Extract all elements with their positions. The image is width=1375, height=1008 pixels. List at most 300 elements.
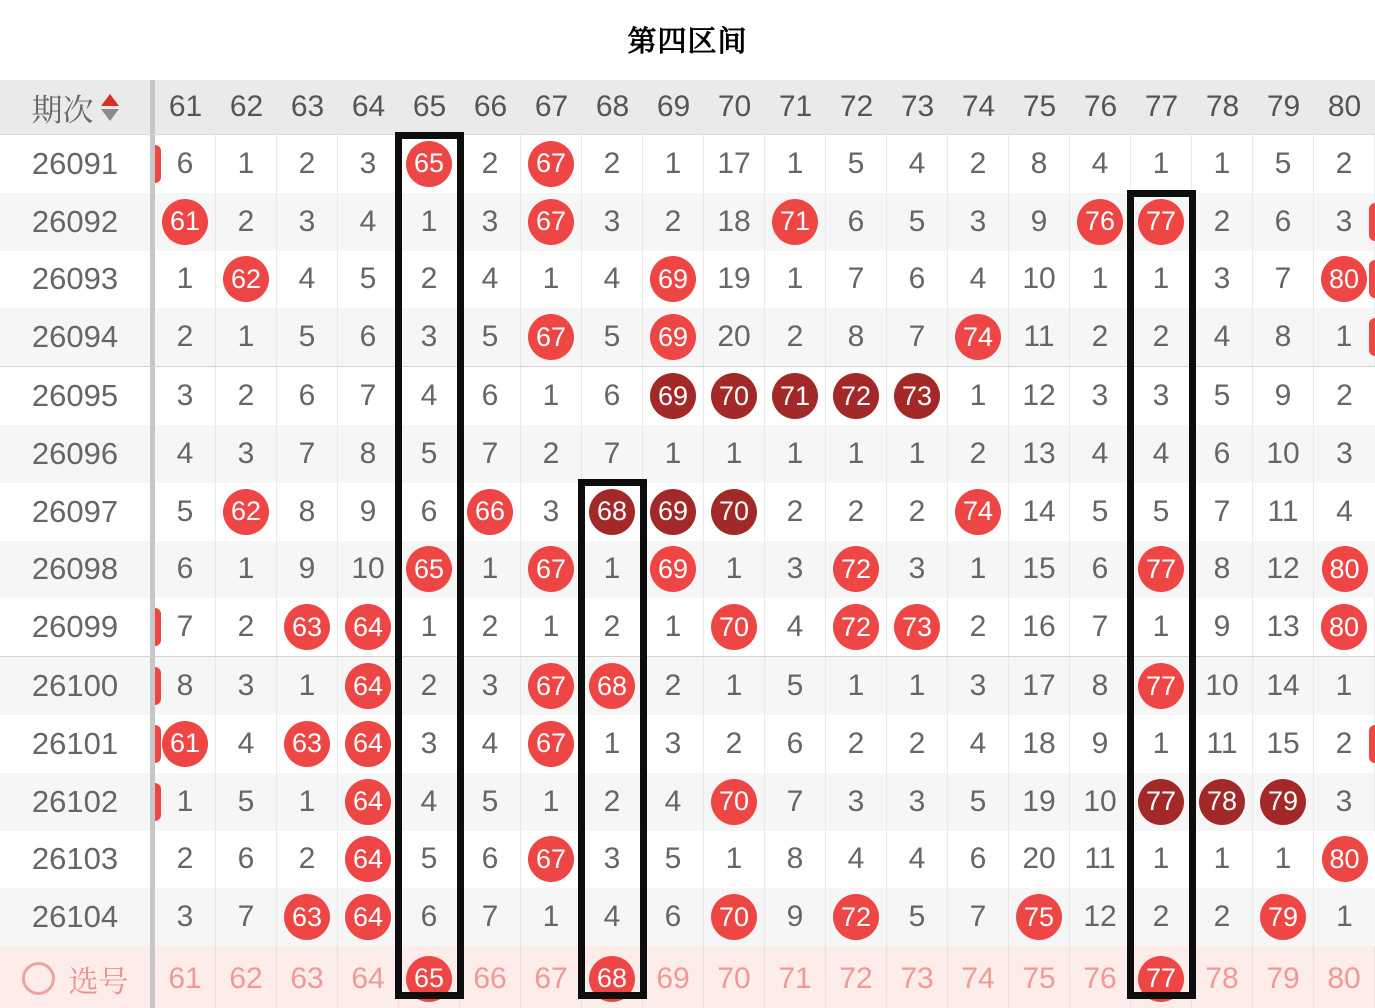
miss-count-cell: 3 [155,888,216,946]
drawn-ball-consecutive: 70 [711,373,757,419]
miss-count-cell: 6 [1070,541,1131,599]
miss-count-cell: 2 [826,715,887,773]
miss-count-cell: 1 [1131,715,1192,773]
drawn-number-ball [643,541,704,599]
clipped-ball-left [155,145,161,183]
drawn-ball-consecutive: 69 [650,489,696,535]
miss-count-cell: 4 [948,715,1009,773]
miss-count-cell: 6 [765,715,826,773]
period-row [0,251,1375,309]
drawn-ball: 80 [1321,256,1367,302]
drawn-ball: 61 [162,199,208,245]
pick-number-cell[interactable]: 74 [948,946,1009,1008]
drawn-ball-consecutive: 72 [833,373,879,419]
miss-count-cell: 1 [582,541,643,599]
miss-count-cell: 5 [1192,367,1253,425]
drawn-ball-consecutive: 78 [1199,779,1245,825]
miss-count-cell: 1 [704,831,765,889]
miss-count-cell: 1 [155,773,216,831]
miss-count-cell: 9 [1009,193,1070,251]
drawn-number-ball [521,135,582,193]
drawn-number-ball [704,888,765,946]
drawn-number-ball [765,367,826,425]
drawn-ball: 72 [833,546,879,592]
drawn-ball-consecutive: 77 [1138,779,1184,825]
miss-count-cell: 11 [1009,308,1070,366]
drawn-number-ball [1131,773,1192,831]
sort-asc-icon [101,94,119,106]
pick-number-ball[interactable] [582,946,643,1008]
miss-count-cell: 1 [582,715,643,773]
drawn-ball: 80 [1322,546,1368,592]
miss-count-cell: 2 [1070,308,1131,366]
drawn-number-ball [521,657,582,715]
miss-count-cell: 6 [948,831,1009,889]
column-header-80: 80 [1327,90,1362,123]
miss-count-cell: 5 [338,251,399,309]
miss-count-cell: 6 [155,541,216,599]
miss-count-cell: 6 [155,135,216,193]
miss-count-cell: 6 [277,367,338,425]
pick-number-cell[interactable]: 76 [1070,946,1131,1008]
miss-count-cell: 4 [582,888,643,946]
miss-count-cell: 2 [460,598,521,656]
pick-number-ball[interactable] [399,946,460,1008]
drawn-number-ball [521,831,582,889]
drawn-ball: 67 [528,199,574,245]
period-label: 26098 [0,541,155,599]
drawn-number-ball [277,715,338,773]
miss-count-cell: 1 [887,425,948,483]
miss-count-cell: 4 [887,135,948,193]
column-header-71: 71 [778,90,813,123]
drawn-ball[interactable]: 68 [589,956,635,1002]
pick-number-cell[interactable]: 72 [826,946,887,1008]
section-title: 第四区间 [627,25,748,58]
miss-count-cell: 1 [1336,900,1353,934]
miss-count-cell: 5 [643,831,704,889]
drawn-ball: 77 [1138,199,1184,245]
miss-count-cell: 4 [460,251,521,309]
miss-count-cell: 2 [582,135,643,193]
drawn-ball: 64 [345,894,391,940]
miss-count-cell: 1 [399,598,460,656]
drawn-number-ball [338,888,399,946]
drawn-ball: 64 [345,604,391,650]
clipped-ball-left [155,783,161,821]
miss-count-cell: 2 [887,715,948,773]
miss-count-cell: 3 [582,193,643,251]
miss-count-cell: 2 [765,308,826,366]
miss-count-cell: 1 [277,657,338,715]
drawn-ball: 69 [650,314,696,360]
miss-count-cell: 4 [338,193,399,251]
miss-count-cell: 8 [338,425,399,483]
drawn-number-ball [338,773,399,831]
miss-count-cell: 8 [1253,308,1314,366]
miss-count-cell: 5 [399,831,460,889]
miss-count-cell: 5 [277,308,338,366]
miss-count-cell: 2 [704,715,765,773]
miss-count-cell: 16 [1009,598,1070,656]
header-row [0,80,1375,135]
miss-count-cell: 3 [460,193,521,251]
miss-count-cell: 2 [948,425,1009,483]
period-label: 26102 [0,773,155,831]
miss-count-cell: 2 [216,193,277,251]
drawn-ball: 69 [650,256,696,302]
miss-count-cell: 15 [1009,541,1070,599]
miss-count-cell: 2 [1336,379,1353,413]
pick-row-label-text: 选号 [68,965,129,999]
column-header-74: 74 [961,90,996,123]
miss-count-cell: 7 [155,598,216,656]
column-header-63: 63 [290,90,325,123]
miss-count-cell: 5 [948,773,1009,831]
drawn-ball: 66 [467,489,513,535]
miss-count-cell: 1 [155,251,216,309]
pick-number-cell[interactable]: 80 [1314,946,1375,1008]
miss-count-cell: 7 [948,888,1009,946]
miss-count-cell: 1 [277,773,338,831]
miss-count-cell: 6 [460,831,521,889]
miss-count-cell: 7 [765,773,826,831]
drawn-number-ball [521,193,582,251]
miss-count-cell: 2 [277,831,338,889]
miss-count-cell: 6 [216,831,277,889]
miss-count-cell: 2 [826,483,887,541]
drawn-ball: 68 [589,663,635,709]
miss-count-cell: 3 [1192,251,1253,309]
miss-count-cell: 1 [1192,135,1253,193]
drawn-ball[interactable]: 77 [1138,956,1184,1002]
miss-count-cell: 3 [399,308,460,366]
drawn-ball: 74 [955,489,1001,535]
miss-count-cell: 2 [1192,888,1253,946]
miss-count-cell: 1 [704,425,765,483]
miss-count-cell: 5 [460,308,521,366]
period-label: 26095 [0,367,155,425]
column-header-79: 79 [1266,90,1301,123]
miss-count-cell: 8 [1192,541,1253,599]
drawn-number-ball [216,483,277,541]
sort-icon[interactable] [101,94,119,121]
drawn-number-ball [521,715,582,773]
miss-count-cell: 1 [216,135,277,193]
miss-count-cell: 4 [399,367,460,425]
select-circle-icon[interactable] [22,962,55,995]
period-column-header[interactable] [0,80,155,134]
miss-count-cell: 7 [1192,483,1253,541]
drawn-number-ball [643,251,704,309]
drawn-number-ball [1314,831,1375,889]
miss-count-cell: 3 [1314,193,1375,251]
drawn-ball: 67 [528,546,574,592]
drawn-ball: 72 [833,604,879,650]
pick-number-cell[interactable]: 61 [155,946,216,1008]
miss-count-cell: 1 [399,193,460,251]
miss-count-cell: 20 [1009,831,1070,889]
column-header-76: 76 [1083,90,1118,123]
miss-count-cell: 1 [460,541,521,599]
miss-count-cell: 1 [216,541,277,599]
drawn-ball: 64 [345,836,391,882]
miss-count-cell: 14 [1253,657,1314,715]
period-row [0,367,1375,425]
miss-count-cell: 17 [1009,657,1070,715]
drawn-number-ball [277,888,338,946]
miss-count-cell: 2 [582,598,643,656]
miss-count-cell: 7 [460,888,521,946]
drawn-ball: 70 [711,894,757,940]
miss-count-cell: 6 [460,367,521,425]
miss-count-cell: 1 [1131,251,1192,309]
period-label: 26096 [0,425,155,483]
drawn-ball-consecutive: 70 [711,489,757,535]
miss-count-cell: 3 [216,425,277,483]
miss-count-cell: 2 [277,135,338,193]
miss-count-cell: 11 [1253,483,1314,541]
miss-count-cell: 10 [1009,251,1070,309]
pick-number-cell[interactable]: 75 [1009,946,1070,1008]
drawn-number-ball [704,483,765,541]
drawn-number-ball [765,193,826,251]
miss-count-cell: 5 [216,773,277,831]
miss-count-cell: 9 [338,483,399,541]
miss-count-cell: 4 [582,251,643,309]
miss-count-cell: 1 [1131,831,1192,889]
pick-number-ball[interactable] [1131,946,1192,1008]
pick-number-cell[interactable]: 66 [460,946,521,1008]
miss-count-cell: 10 [1192,657,1253,715]
miss-count-cell: 8 [1009,135,1070,193]
period-label: 26101 [0,715,155,773]
drawn-number-ball [1131,193,1192,251]
miss-count-cell: 4 [460,715,521,773]
drawn-ball: 64 [345,779,391,825]
drawn-ball: 65 [406,141,452,187]
miss-count-cell: 6 [399,888,460,946]
miss-count-cell: 5 [887,888,948,946]
pick-number-cell[interactable]: 63 [277,946,338,1008]
drawn-ball: 61 [162,721,208,767]
drawn-ball: 67 [528,141,574,187]
miss-count-cell: 19 [1009,773,1070,831]
miss-count-cell: 4 [216,715,277,773]
miss-count-cell: 1 [1192,831,1253,889]
miss-count-cell: 1 [643,598,704,656]
miss-count-cell: 2 [1314,135,1375,193]
column-header-73: 73 [900,90,935,123]
column-header-72: 72 [839,90,874,123]
pick-number-cell[interactable]: 78 [1192,946,1253,1008]
miss-count-cell: 6 [399,483,460,541]
column-header-78: 78 [1205,90,1240,123]
drawn-number-ball [1192,773,1253,831]
drawn-number-ball [1131,657,1192,715]
drawn-ball: 73 [894,604,940,650]
column-header-70: 70 [717,90,752,123]
miss-count-cell: 2 [1314,715,1375,773]
miss-count-cell: 7 [1070,598,1131,656]
miss-count-cell: 10 [1253,425,1314,483]
miss-count-cell: 4 [1070,425,1131,483]
miss-count-cell: 7 [887,308,948,366]
drawn-number-ball [521,541,582,599]
miss-count-cell: 2 [643,657,704,715]
miss-count-cell: 1 [1070,251,1131,309]
drawn-ball: 62 [223,256,269,302]
period-row [0,193,1375,251]
miss-count-cell: 1 [826,657,887,715]
period-row [0,308,1375,367]
miss-count-cell: 3 [216,657,277,715]
miss-count-cell: 3 [399,715,460,773]
drawn-ball: 62 [223,489,269,535]
drawn-ball: 67 [528,314,574,360]
miss-count-cell: 7 [460,425,521,483]
drawn-number-ball [582,483,643,541]
miss-count-cell: 3 [460,657,521,715]
miss-count-cell: 12 [1009,367,1070,425]
column-header-75: 75 [1022,90,1057,123]
miss-count-cell: 6 [338,308,399,366]
pick-number-cell[interactable]: 70 [704,946,765,1008]
drawn-ball[interactable]: 65 [406,956,452,1002]
pick-number-cell[interactable]: 79 [1253,946,1314,1008]
miss-count-cell: 9 [765,888,826,946]
miss-count-cell: 8 [826,308,887,366]
miss-count-cell: 8 [1070,657,1131,715]
miss-count-cell: 3 [1314,773,1375,831]
miss-count-cell: 1 [765,425,826,483]
miss-count-cell: 5 [826,135,887,193]
period-label: 26093 [0,251,155,309]
drawn-ball: 75 [1016,894,1062,940]
period-label: 26103 [0,831,155,889]
drawn-ball: 77 [1138,546,1184,592]
drawn-number-ball [460,483,521,541]
miss-count-cell: 3 [1336,436,1353,470]
miss-count-cell: 12 [1253,541,1314,599]
drawn-number-ball [1314,541,1375,599]
miss-count-cell: 4 [155,425,216,483]
miss-count-cell: 4 [948,251,1009,309]
column-header-66: 66 [473,90,508,123]
miss-count-cell: 5 [582,308,643,366]
miss-count-cell: 20 [704,308,765,366]
pick-number-cell[interactable]: 73 [887,946,948,1008]
period-row [0,831,1375,889]
pick-number-cell[interactable]: 69 [643,946,704,1008]
period-label: 26094 [0,308,155,366]
drawn-ball-consecutive: 79 [1260,779,1306,825]
miss-count-cell: 1 [1131,598,1192,656]
miss-count-cell: 5 [399,425,460,483]
drawn-number-ball [399,135,460,193]
drawn-number-ball [826,598,887,656]
pick-number-cell[interactable]: 64 [338,946,399,1008]
miss-count-cell: 2 [582,773,643,831]
miss-count-cell: 1 [521,773,582,831]
miss-count-cell: 8 [155,657,216,715]
miss-count-cell: 4 [399,773,460,831]
pick-row [0,946,1375,1008]
miss-count-cell: 8 [765,831,826,889]
pick-number-cell[interactable]: 67 [521,946,582,1008]
miss-count-cell: 2 [1131,308,1192,366]
drawn-number-ball [887,598,948,656]
drawn-ball: 67 [528,836,574,882]
drawn-ball: 76 [1077,199,1123,245]
miss-count-cell: 2 [948,598,1009,656]
drawn-number-ball [948,308,1009,366]
miss-count-cell: 7 [277,425,338,483]
drawn-number-ball [1314,251,1375,309]
miss-count-cell: 7 [826,251,887,309]
drawn-ball: 72 [833,894,879,940]
miss-count-cell: 3 [582,831,643,889]
miss-count-cell: 6 [643,888,704,946]
clipped-ball-left [155,608,161,646]
miss-count-cell: 3 [826,773,887,831]
period-row [0,773,1375,831]
miss-count-cell: 4 [1192,308,1253,366]
period-row [0,888,1375,946]
miss-count-cell: 4 [826,831,887,889]
clipped-ball-right [1369,318,1375,356]
miss-count-cell: 7 [1253,251,1314,309]
drawn-ball: 63 [284,721,330,767]
period-header-label: 期次 [31,92,94,128]
miss-count-cell: 7 [216,888,277,946]
miss-count-cell: 5 [155,483,216,541]
miss-count-cell: 4 [1131,425,1192,483]
period-row [0,598,1375,657]
column-header-62: 62 [229,90,264,123]
drawn-ball: 63 [284,604,330,650]
drawn-ball: 67 [528,663,574,709]
miss-count-cell: 18 [1009,715,1070,773]
period-label: 26092 [0,193,155,251]
miss-count-cell: 3 [887,773,948,831]
miss-count-cell: 2 [399,251,460,309]
pick-number-cell[interactable]: 71 [765,946,826,1008]
drawn-ball: 67 [528,721,574,767]
miss-count-cell: 2 [643,193,704,251]
miss-count-cell: 1 [1131,135,1192,193]
miss-count-cell: 2 [765,483,826,541]
column-header-64: 64 [351,90,386,123]
drawn-number-ball [1314,598,1375,656]
miss-count-cell: 1 [765,135,826,193]
clipped-ball-right [1369,725,1375,763]
drawn-number-ball [1131,541,1192,599]
drawn-number-ball [155,193,216,251]
clipped-ball-left [155,667,161,705]
miss-count-cell: 2 [887,483,948,541]
miss-count-cell: 18 [704,193,765,251]
pick-number-cell[interactable]: 62 [216,946,277,1008]
drawn-ball-consecutive: 68 [589,489,635,535]
miss-count-cell: 1 [521,251,582,309]
miss-count-cell: 6 [582,367,643,425]
miss-count-cell: 2 [521,425,582,483]
period-row [0,657,1375,715]
miss-count-cell: 4 [277,251,338,309]
drawn-ball: 65 [406,546,452,592]
miss-count-cell: 1 [704,541,765,599]
